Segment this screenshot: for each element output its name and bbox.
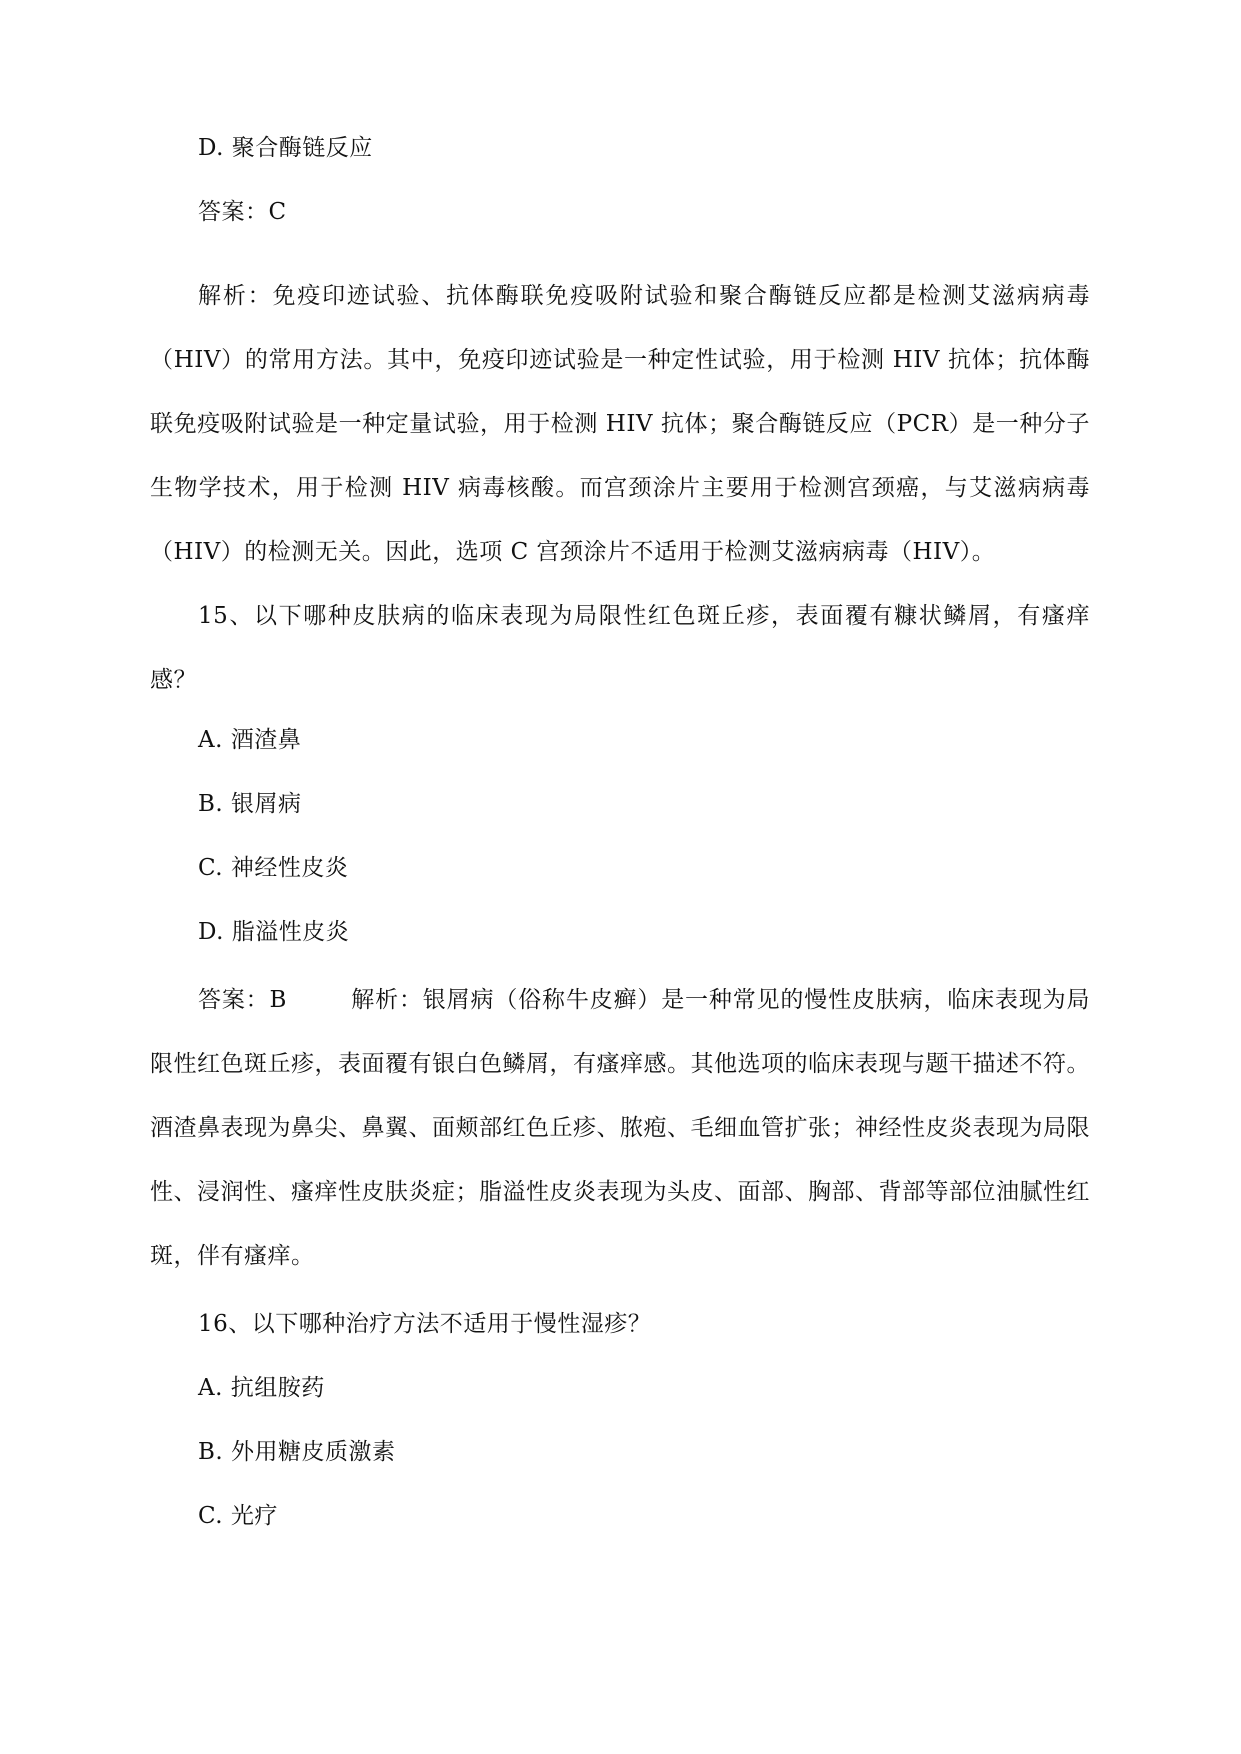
q14-answer: 答案：C [198, 199, 287, 225]
q14-analysis: 解析：免疫印迹试验、抗体酶联免疫吸附试验和聚合酶链反应都是检测艾滋病病毒（HIV）的常用方法。其中，免疫印迹试验是一种定性试验，用于检测 HIV 抗体；抗体酶联免疫吸附试验是一种定量试验，用于检测 HIV 抗体；聚合酶链反应（PCR）是一种分子生物学技术，用于检测 HIV 病毒核酸。而宫颈涂片主要用于检测宫颈癌，与艾滋病病毒（HIV）的检测无关。因此，选项 C 宫颈涂片不适用于检测艾滋病病毒（HIV）。 [150, 283, 1090, 565]
q16-option-c: C. 光疗 [198, 1503, 278, 1529]
q14-option-d: D. 聚合酶链反应 [198, 135, 373, 161]
q15-option-d: D. 脂溢性皮炎 [198, 919, 350, 945]
q15-question: 15、以下哪种皮肤病的临床表现为局限性红色斑丘疹，表面覆有糠状鳞屑，有瘙痒感？ [150, 603, 1090, 693]
q15-option-c: C. 神经性皮炎 [198, 855, 349, 881]
q15-option-a: A. 酒渣鼻 [198, 727, 302, 753]
q15-answer-block [150, 968, 1090, 1288]
q16-option-a: A. 抗组胺药 [198, 1375, 325, 1401]
q16-option-b: B. 外用糖皮质激素 [198, 1439, 396, 1465]
q15-option-b: B. 银屑病 [198, 791, 302, 817]
q15-analysis: 解析：银屑病（俗称牛皮癣）是一种常见的慢性皮肤病，临床表现为局限性红色斑丘疹，表面覆有银白色鳞屑，有瘙痒感。其他选项的临床表现与题干描述不符。酒渣鼻表现为鼻尖、鼻翼、面颊部红色丘疹、脓疱、毛细血管扩张；神经性皮炎表现为局限性、浸润性、瘙痒性皮肤炎症；脂溢性皮炎表现为头皮、面部、胸部、背部等部位油腻性红斑，伴有瘙痒。 [150, 987, 1091, 1269]
q15-answer: 答案：B [198, 987, 287, 1013]
q16-question: 16、以下哪种治疗方法不适用于慢性湿疹？ [198, 1311, 652, 1337]
